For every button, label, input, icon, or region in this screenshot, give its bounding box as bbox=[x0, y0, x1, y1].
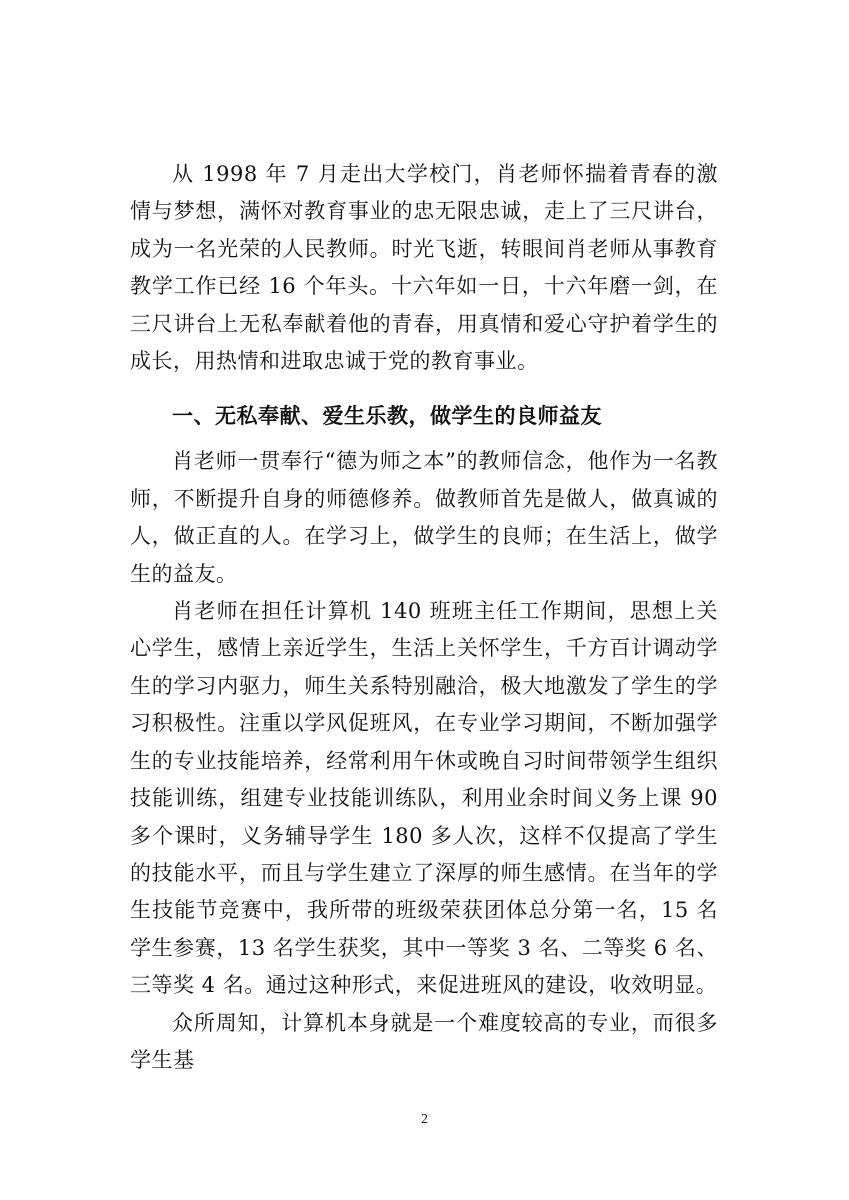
spacer bbox=[130, 380, 718, 386]
document-body bbox=[130, 156, 718, 1079]
section-paragraph-1: 肖老师一贯奉行“德为师之本”的教师信念，他作为一名教师，不断提升自身的师德修养。做教师首先是做人，做真诚的人，做正直的人。在学习上，做学生的良师；在生活上，做学生的益友。 bbox=[130, 449, 718, 586]
section-paragraph-2: 肖老师在担任计算机 140 班班主任工作期间，思想上关心学生，感情上亲近学生，生活上关怀学生，千方百计调动学生的学习内驱力，师生关系特别融洽，极大地激发了学生的学习积极性。注重以学风促班风，在专业学习期间，不断加强学生的专业技能培养，经常利用午休或晚自习时间带领学生组织技能训练，组建专业技能训练队，利用业余时间义务上课 90 多个课时，义务辅导学生 180 多人次，这样不仅提高了学生的技能水平，而且与学生建立了深厚的师生感情。在当年的学生技能节竞赛中，我所带的班级荣获团体总分第一名，15 名学生参赛，13 名学生获奖，其中一等奖 3 名、二等奖 6 名、三等奖 4 名。通过这种形式，来促进班风的建设，收效明显。 bbox=[130, 599, 718, 998]
section-paragraph-3: 众所周知，计算机本身就是一个难度较高的专业，而很多学生基 bbox=[130, 1010, 718, 1072]
intro-paragraph: 从 1998 年 7 月走出大学校门，肖老师怀揣着青春的激情与梦想，满怀对教育事业的忠无限忠诚，走上了三尺讲台，成为一名光荣的人民教师。时光飞逝，转眼间肖老师从事教育教学工作已经 16 个年头。十六年如一日，十六年磨一剑，在三尺讲台上无私奉献着他的青春，用真情和爱心守护着学生的成长，用热情和进取忠诚于党的教育事业。 bbox=[130, 162, 718, 374]
section-heading: 一、无私奉献、爱生乐教，做学生的良师益友 bbox=[172, 404, 602, 429]
page-number: 2 bbox=[421, 1112, 428, 1127]
